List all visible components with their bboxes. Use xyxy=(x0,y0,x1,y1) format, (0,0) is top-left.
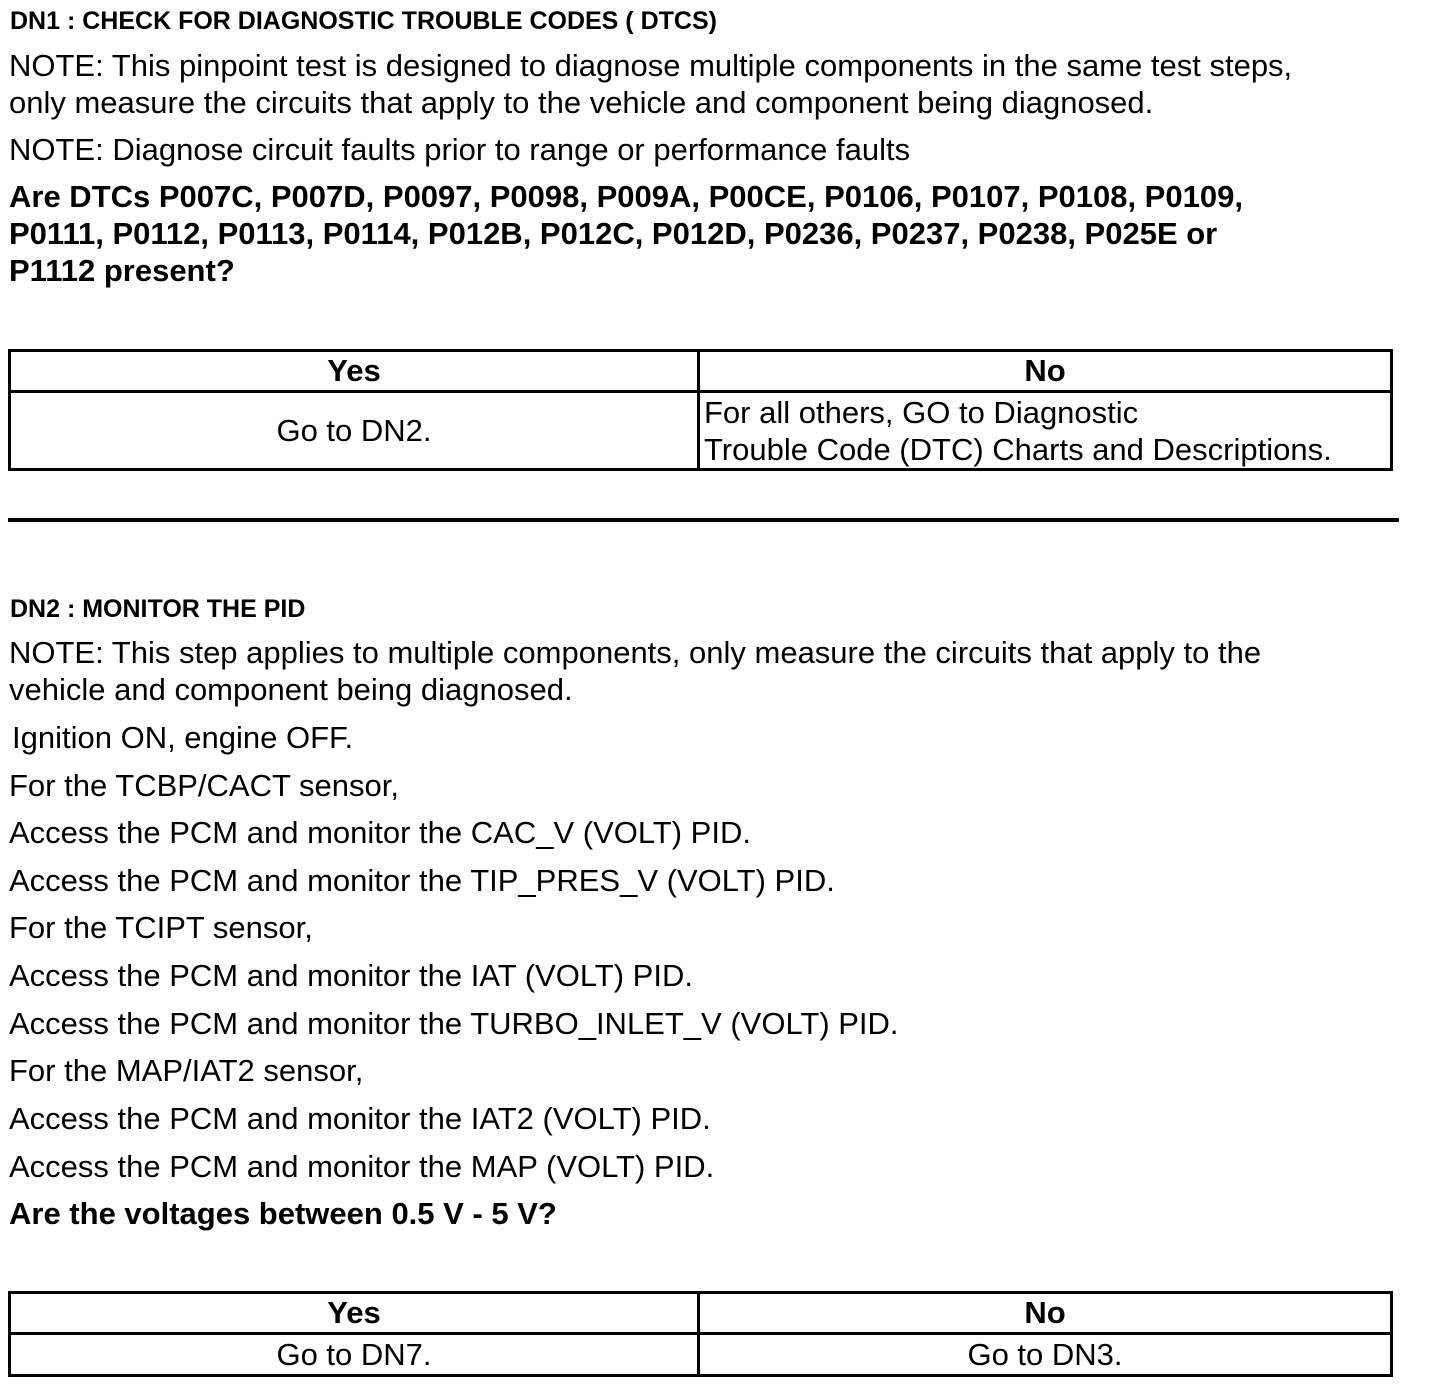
dn1-question-line1: Are DTCs P007C, P007D, P0097, P0098, P009A, P00CE, P0106, P0107, P0108, P0109, xyxy=(9,179,1243,214)
dn2-tcbp-intro: For the TCBP/CACT sensor, xyxy=(9,768,399,803)
dn1-yes-header: Yes xyxy=(10,351,699,392)
dn2-tcipt-step1: Access the PCM and monitor the IAT (VOLT) PID. xyxy=(9,958,693,993)
section-divider xyxy=(8,518,1399,522)
dn2-question: Are the voltages between 0.5 V - 5 V? xyxy=(9,1196,557,1231)
dn2-ignition: Ignition ON, engine OFF. xyxy=(12,720,354,755)
dn1-no-value xyxy=(699,392,1392,470)
dn1-no-header: No xyxy=(699,351,1392,392)
dn2-yes-header: Yes xyxy=(10,1293,699,1334)
dn2-no-header: No xyxy=(699,1293,1392,1334)
dn2-no-value: Go to DN3. xyxy=(699,1334,1392,1376)
dn2-note-line2: vehicle and component being diagnosed. xyxy=(9,672,573,707)
dn1-question-line3: P1112 present? xyxy=(9,253,235,288)
dn2-tcipt-intro: For the TCIPT sensor, xyxy=(9,910,313,945)
dn2-note-line1: NOTE: This step applies to multiple components, only measure the circuits that apply to the xyxy=(9,635,1262,670)
dn1-title: DN1 : CHECK FOR DIAGNOSTIC TROUBLE CODES ( DTCS) xyxy=(10,7,717,35)
dn1-no-value-line2: Trouble Code (DTC) Charts and Descriptions. xyxy=(704,431,1332,467)
dn2-tcbp-step1: Access the PCM and monitor the CAC_V (VOLT) PID. xyxy=(9,815,751,850)
dn1-note1-line2: only measure the circuits that apply to the vehicle and component being diagnosed. xyxy=(9,85,1154,120)
dn1-decision-table xyxy=(8,349,1393,471)
dn1-yes-value: Go to DN2. xyxy=(10,392,699,470)
dn2-yes-value: Go to DN7. xyxy=(10,1334,699,1376)
dn2-tcipt-step2: Access the PCM and monitor the TURBO_INLET_V (VOLT) PID. xyxy=(9,1006,899,1041)
dn2-decision-table xyxy=(8,1291,1393,1377)
dn1-no-value-line1: For all others, GO to Diagnostic xyxy=(704,394,1139,430)
dn2-map-step2: Access the PCM and monitor the MAP (VOLT) PID. xyxy=(9,1149,715,1184)
dn1-note1-line1: NOTE: This pinpoint test is designed to diagnose multiple components in the same test steps, xyxy=(9,48,1293,83)
dn2-title: DN2 : MONITOR THE PID xyxy=(10,595,306,623)
dn2-tcbp-step2: Access the PCM and monitor the TIP_PRES_V (VOLT) PID. xyxy=(9,863,835,898)
dn2-map-step1: Access the PCM and monitor the IAT2 (VOLT) PID. xyxy=(9,1101,711,1136)
dn1-question-line2: P0111, P0112, P0113, P0114, P012B, P012C, P012D, P0236, P0237, P0238, P025E or xyxy=(9,216,1218,251)
dn1-note2: NOTE: Diagnose circuit faults prior to range or performance faults xyxy=(9,132,911,167)
dn2-map-intro: For the MAP/IAT2 sensor, xyxy=(9,1053,364,1088)
